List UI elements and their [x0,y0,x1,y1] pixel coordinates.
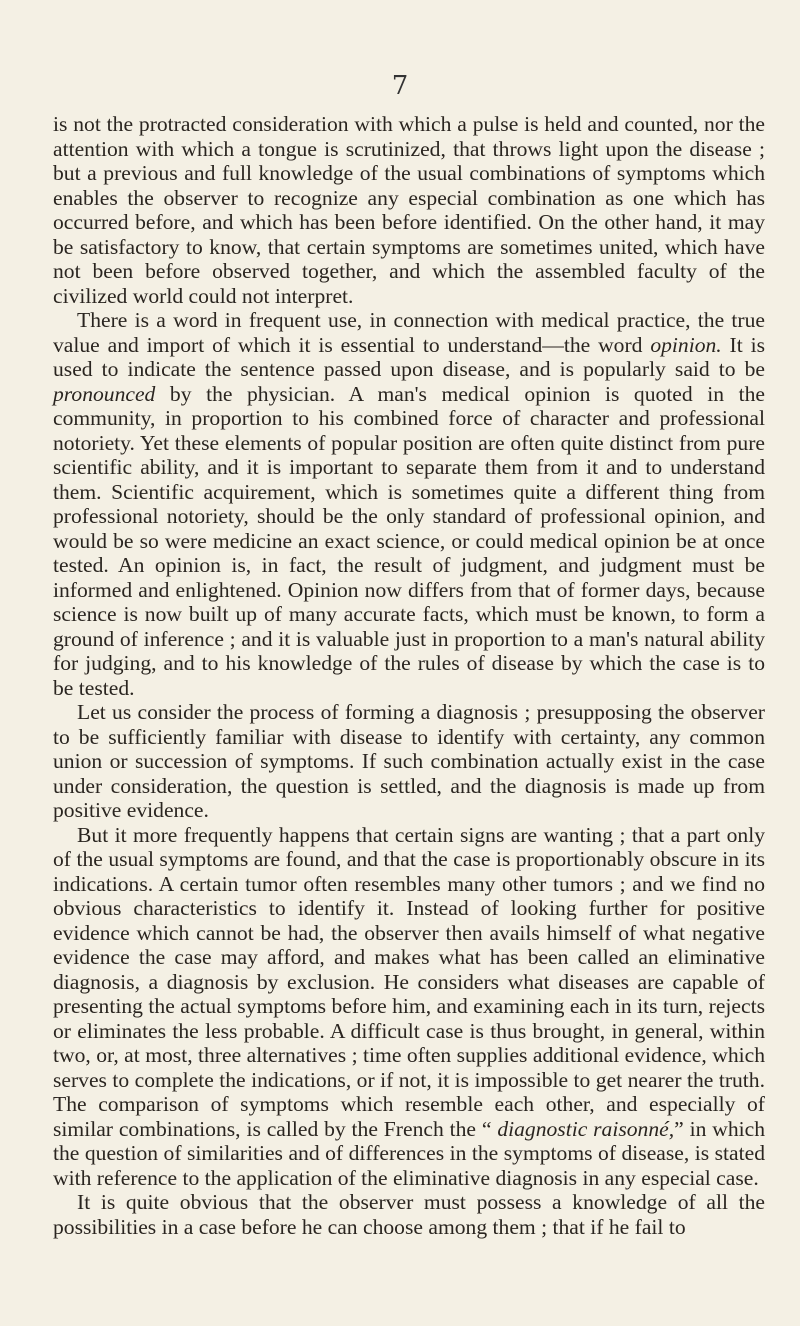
page-number: 7 [391,71,409,101]
paragraph [53,700,765,823]
paragraph [53,823,765,1191]
text-segment: But it more frequently happens that certain signs are wanting ; that a part only of the usual symptoms are found, and that the case is proportionably obscure in its indications. A certain tumor often resembles many other tumors ; and we find no obvious characteristics to identify it. Instead of looking further for positive evidence which cannot be had, the observer then avails himself of what negative evidence the case may afford, and makes what has been called an eliminative diagnosis, a diagnosis by exclusion. He considers what diseases are capable of presenting the actual symptoms before him, and examining each in its turn, rejects or eliminates the less probable. A difficult case is thus brought, in general, within two, or, at most, three alternatives ; time often supplies additional evidence, which serves to complete the indications, or if not, it is impossible to get nearer the truth. The comparison of symptoms which resemble each other, and especially of similar combinations, is called by the French the “ [53,822,765,1141]
text-segment: ” in which the question of similarities and of differences in the symptoms of disease, is stated with reference to the application of the eliminative diagnosis in any especial case. [53,1116,765,1190]
text-segment: There is a word in frequent use, in connection with medical practice, the true value and import of which it is essential to understand—the word [53,308,765,357]
text-segment: is not the protracted consideration with which a pulse is held and counted, nor the attention with which a tongue is scrutinized, that throws light upon the disease ; but a previous and full knowledge of the usual combinations of symptoms which enables the observer to recognize any especial combination as one which has occurred before, and which has been before identified. On the other hand, it may be satisfactory to know, that certain symptoms are sometimes united, which have not been before observed together, and which the assembled faculty of the civilized world could not interpret. [53,112,765,308]
paragraph [53,308,765,700]
paragraph [53,1190,765,1239]
body-text [53,112,765,1239]
text-segment: Let us consider the process of forming a diagnosis ; presupposing the observer to be sufficiently familiar with disease to identify with certainty, any common union or succession of symptoms. If such combination actually exist in the case under consideration, the question is settled, and the diagnosis is made up from positive evidence. [53,700,765,822]
text-segment: by the physician. A man's medical opinion is quoted in the community, in proportion to his combined force of character and professional notoriety. Yet these elements of popular position are often quite distinct from pure scientific ability, and it is important to separate them from it and to understand them. Scientific acquirement, which is sometimes quite a different thing from professional notoriety, should be the only standard of professional opinion, and would be so were medicine an exact science, or could medical opinion be at once tested. An opinion is, in fact, the result of judgment, and judgment must be informed and enlightened. Opinion now differs from that of former days, because science is now built up of many accurate facts, which must be known, to form a ground of inference ; and it is valuable just in proportion to a man's natural ability for judging, and to his knowledge of the rules of disease by which the case is to be tested. [53,381,765,700]
italic-text: pronounced [53,381,156,406]
text-segment: It is quite obvious that the observer must possess a knowledge of all the possibilities in a case before he can choose among them ; that if he fail to [53,1190,765,1239]
italic-text: opinion. [650,332,722,357]
text-segment: It is used to indicate the sentence passed upon disease, and is popularly said to be [53,332,765,381]
italic-text: diagnostic raisonné, [497,1116,675,1141]
paragraph [53,112,765,308]
